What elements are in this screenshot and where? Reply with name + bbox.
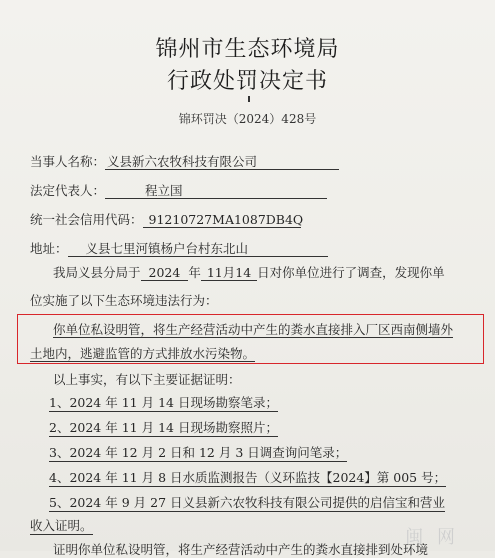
credit-code-value: 91210727MA1087DB4Q xyxy=(143,212,301,228)
credit-code-row xyxy=(30,210,304,228)
mark-tick xyxy=(248,96,250,102)
legal-representative-value: 程立国 xyxy=(105,183,327,199)
address-label: 地址： xyxy=(30,241,68,256)
party-name-value: 义县新六农牧科技有限公司 xyxy=(105,154,339,170)
intro-text-c: 日对你单位进行了调查，发现你单 xyxy=(257,265,445,280)
evidence-item-continuation: 收入证明。 xyxy=(30,518,93,533)
violation-line-1: 你单位私设明管，将生产经营活动中产生的粪水直接排入厂区西南侧墙外 xyxy=(53,322,454,337)
evidence-item: 1、2024 年 11 月 14 日现场勘察笔录； xyxy=(49,395,278,410)
intro-text-a: 我局义县分局于 xyxy=(53,265,141,280)
party-name-row xyxy=(30,152,339,170)
document-title: 行政处罚决定书 xyxy=(166,69,328,94)
intro-date: 11月14 xyxy=(201,265,257,281)
address-row xyxy=(30,239,328,257)
evidence-intro: 以上事实，有以下主要证据证明： xyxy=(53,372,241,387)
intro-paragraph xyxy=(53,263,445,281)
bottom-partial-line: 证明你单位私设明管，将生产经营活动中产生的粪水直接排到处环境 xyxy=(53,542,429,557)
evidence-item: 5、2024 年 9 月 27 日义县新六农牧科技有限公司提供的启信宝和营业 xyxy=(49,495,445,510)
evidence-item: 4、2024 年 11 月 8 日水质监测报告（义环监技【2024】第 005 号； xyxy=(49,470,447,485)
issuing-authority-title: 锦州市生态环境局 xyxy=(155,37,340,62)
violation-line-2: 土地内，逃避监管的方式排放水污染物。 xyxy=(30,346,256,361)
evidence-item: 2、2024 年 11 月 14 日现场勘察照片； xyxy=(49,420,278,435)
intro-line-2: 位实施了以下生态环境违法行为： xyxy=(30,293,218,308)
document-number: 锦环罚决（2024）428号 xyxy=(178,112,317,126)
intro-text-b: 年 xyxy=(188,265,201,280)
legal-representative-row xyxy=(30,181,327,199)
intro-year: 2024 xyxy=(141,265,189,281)
address-value: 义县七里河镇杨户台村东北山 xyxy=(68,241,328,257)
party-name-label: 当事人名称： xyxy=(30,154,106,169)
legal-representative-label: 法定代表人： xyxy=(30,183,106,198)
watermark: 闽 网 xyxy=(405,527,459,548)
evidence-item: 3、2024 年 12 月 2 日和 12 月 3 日调查询问笔录； xyxy=(49,445,348,460)
credit-code-label: 统一社会信用代码： xyxy=(30,212,143,227)
